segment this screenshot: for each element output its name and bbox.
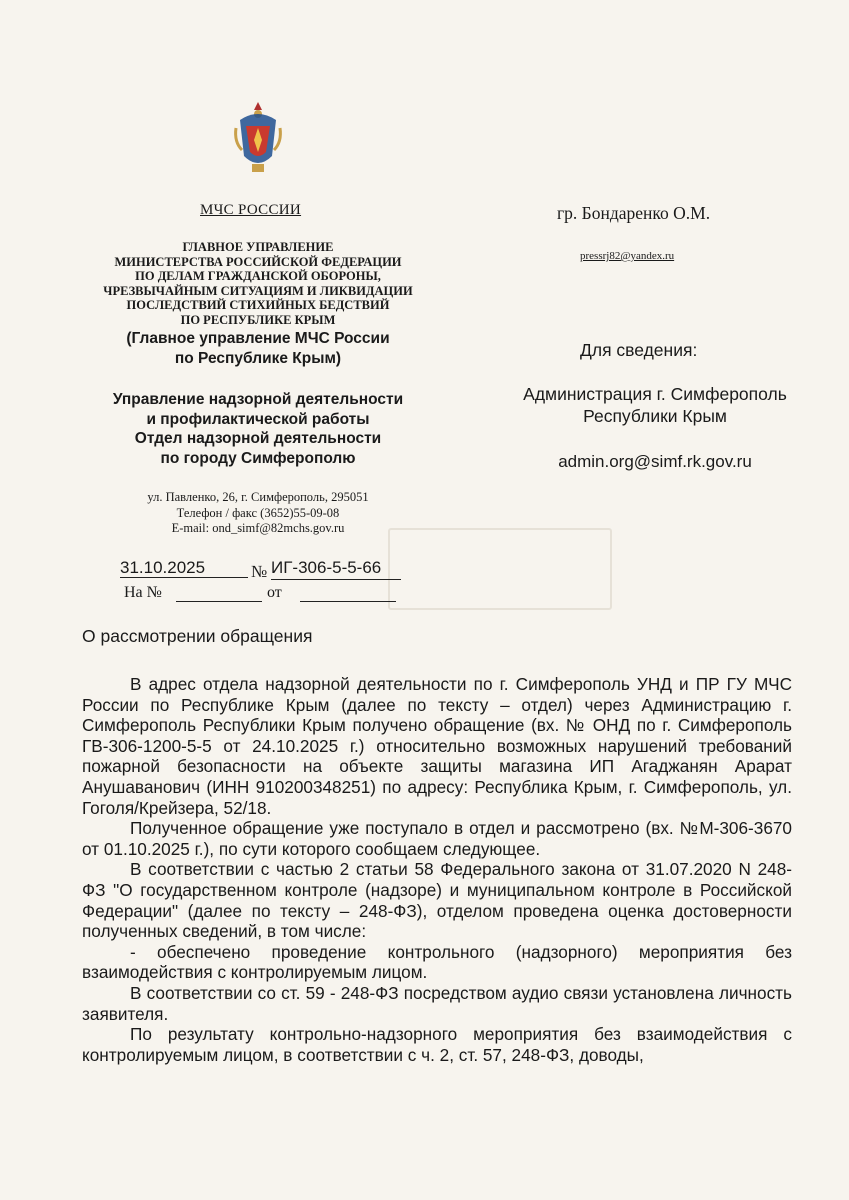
info-label: Для сведения:: [580, 340, 698, 360]
department-line: по городу Симферополю: [160, 449, 356, 467]
org-paren-line: по Республике Крым): [174, 350, 342, 367]
info-org-line: Республики Крым: [583, 406, 727, 426]
org-paren-name: [78, 329, 438, 369]
info-org: [490, 383, 820, 427]
department-line: Отдел надзорной деятельности: [134, 430, 382, 447]
number-label: №: [251, 562, 268, 581]
org-line: ЧРЕЗВЫЧАЙНЫМ СИТУАЦИЯМ И ЛИКВИДАЦИИ: [103, 283, 413, 298]
org-line: ПО ДЕЛАМ ГРАЖДАНСКОЙ ОБОРОНЫ,: [135, 269, 381, 283]
info-org-line: Администрация г. Симферополь: [523, 384, 787, 404]
department-name: [78, 390, 438, 468]
body-paragraph: В соответствии со ст. 59 - 248-ФЗ посредством аудио связи установлена личность заявителя.: [82, 982, 792, 1024]
reference-number-blank: [176, 601, 262, 602]
sender-email: E-mail: ond_simf@82mchs.gov.ru: [171, 521, 345, 535]
recipient-name: гр. Бондаренко О.М.: [557, 203, 711, 223]
date-underline: [120, 577, 248, 578]
address: ул. Павленко, 26, г. Симферополь, 295051: [147, 490, 369, 504]
org-paren-line: (Главное управление МЧС России: [126, 330, 390, 347]
org-line: ПОСЛЕДСТВИЙ СТИХИЙНЫХ БЕДСТВИЙ: [126, 298, 390, 312]
body-paragraph: По результату контрольно-надзорного мероприятия без взаимодействия с контролируемым лицом, в соответствии с ч. 2, ст. 57, 248-ФЗ, доводы,: [82, 1024, 792, 1065]
body-paragraph: В соответствии с частью 2 статьи 58 Федерального закона от 31.07.2020 N 248-ФЗ "О государственном контроле (надзоре) и муниципальном контроле в Российской Федерации" (далее по тексту – 248-ФЗ), отделом проведена оценка достоверности полученных сведений, в том числе:: [82, 859, 792, 942]
info-email[interactable]: admin.org@simf.rk.gov.ru: [558, 452, 752, 471]
document-date: 31.10.2025: [120, 558, 206, 577]
ghost-stamp-area: [388, 528, 612, 610]
org-short-name: МЧС РОССИИ: [200, 202, 302, 218]
department-line: и профилактической работы: [146, 410, 370, 428]
org-line: МИНИСТЕРСТВА РОССИЙСКОЙ ФЕДЕРАЦИИ: [114, 254, 402, 269]
letter-subject: О рассмотрении обращения: [82, 626, 313, 646]
contacts-block: [78, 490, 438, 537]
number-underline: [271, 579, 401, 580]
org-line: ПО РЕСПУБЛИКЕ КРЫМ: [180, 312, 336, 327]
body-paragraph: - обеспечено проведение контрольного (надзорного) мероприятия без взаимодействия с контролируемым лицом.: [82, 941, 792, 983]
recipient-email[interactable]: pressrj82@yandex.ru: [580, 250, 675, 262]
letter-body: [82, 674, 792, 1065]
phone: Телефон / факс (3652)55-09-08: [176, 505, 340, 520]
mchs-emblem-icon: [232, 98, 284, 178]
reference-from-label: от: [267, 584, 282, 601]
department-line: Управление надзорной деятельности: [112, 391, 404, 408]
reference-date-blank: [300, 601, 396, 602]
body-paragraph: Полученное обращение уже поступало в отдел и рассмотрено (вх. №М-306-3670 от 01.10.2025 г.), по сути которого сообщаем следующее.: [82, 818, 792, 859]
document-number: ИГ-306-5-5-66: [271, 558, 382, 577]
org-line: ГЛАВНОЕ УПРАВЛЕНИЕ: [182, 240, 334, 254]
body-paragraph: В адрес отдела надзорной деятельности по г. Симферополь УНД и ПР ГУ МЧС России по Республике Крым (далее по тексту – отдел) через Администрацию г. Симферополь Республики Крым получено обращение (вх. № ОНД по г. Симферополь ГВ-306-1200-5-5 от 24.10.2025 г.) относительно возможных нарушений требований пожарной безопасности на объекте защиты магазина ИП Агаджанян Арарат Анушаванович (ИНН 910200348251) по адресу: Республика Крым, г. Симферополь, ул. Гоголя/Крейзера, 52/18.: [82, 674, 792, 818]
reference-label: На №: [124, 584, 162, 601]
org-full-name: [78, 240, 438, 327]
